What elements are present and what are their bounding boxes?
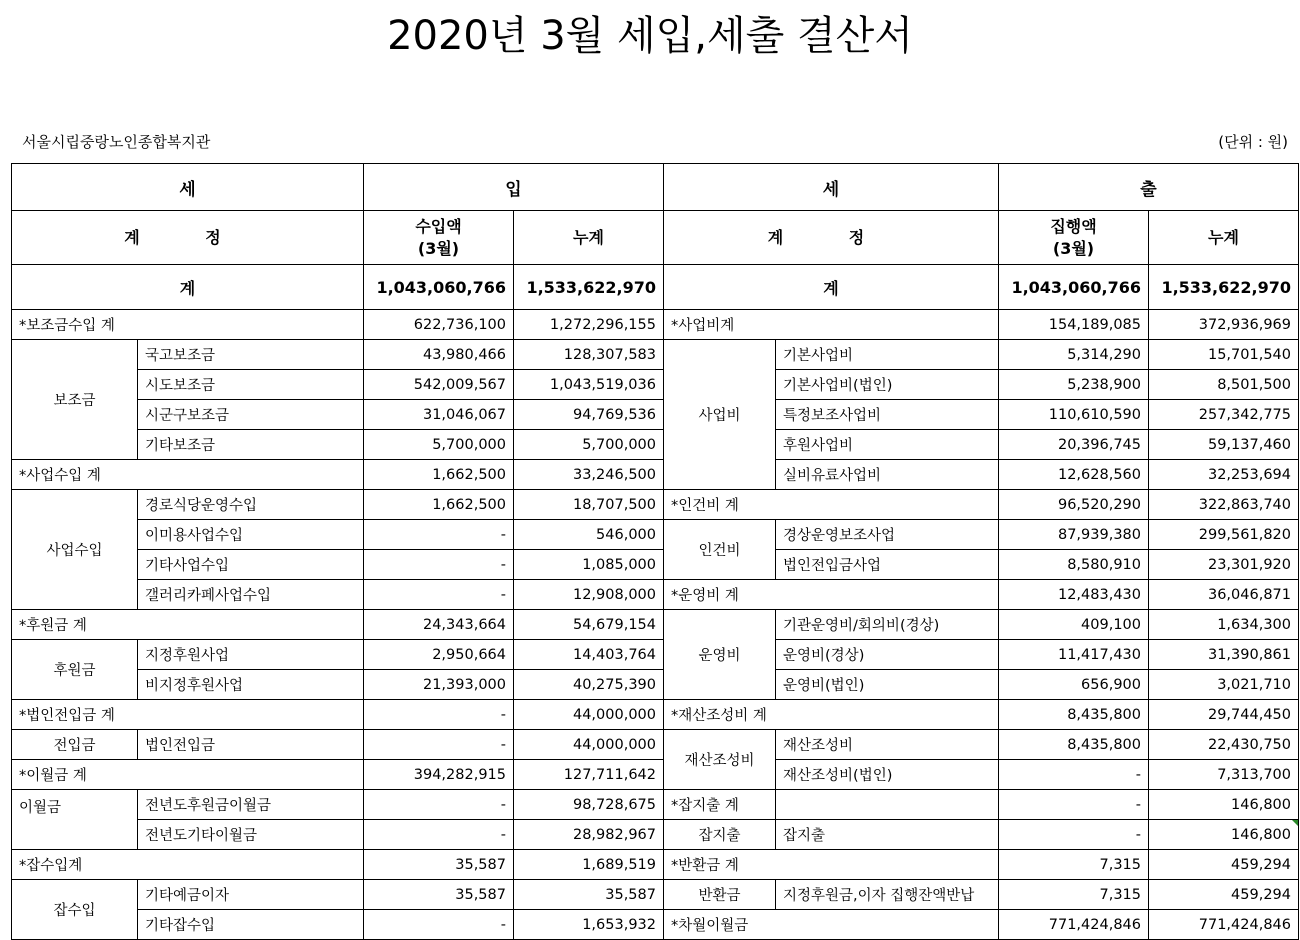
expense-amount: 771,424,846 <box>999 910 1149 940</box>
expense-section-total-label: *잡지출 계 <box>664 790 776 820</box>
expense-cumulative: 32,253,694 <box>1149 460 1299 490</box>
income-amount: 24,343,664 <box>364 610 514 640</box>
expense-cumulative: 459,294 <box>1149 880 1299 910</box>
expense-cumulative: 8,501,500 <box>1149 370 1299 400</box>
income-amount: 35,587 <box>364 880 514 910</box>
expense-cumulative: 3,021,710 <box>1149 670 1299 700</box>
grand-total-expense-cumulative: 1,533,622,970 <box>1149 265 1299 310</box>
expense-amount: - <box>999 760 1149 790</box>
income-item-name: 기타예금이자 <box>138 880 364 910</box>
income-amount: 43,980,466 <box>364 340 514 370</box>
expense-item-name: 기관운영비/회의비(경상) <box>776 610 999 640</box>
expense-item-name <box>776 790 999 820</box>
income-cumulative: 5,700,000 <box>514 430 664 460</box>
income-item-name: 법인전입금 <box>138 730 364 760</box>
income-item-name: 기타보조금 <box>138 430 364 460</box>
income-amount: 35,587 <box>364 850 514 880</box>
expense-amount: 110,610,590 <box>999 400 1149 430</box>
income-item-name: 기타잡수입 <box>138 910 364 940</box>
expense-cumulative: 36,046,871 <box>1149 580 1299 610</box>
income-item-name: 비지정후원사업 <box>138 670 364 700</box>
grand-total-label: 계 <box>664 265 999 310</box>
expense-cumulative: 1,634,300 <box>1149 610 1299 640</box>
table-row <box>12 520 1299 550</box>
income-group-label: 후원금 <box>12 640 138 700</box>
income-group-label: 잡수입 <box>12 880 138 940</box>
expense-section-total-label: *반환금 계 <box>664 850 999 880</box>
page-title: 2020년 3월 세입,세출 결산서 <box>387 13 913 59</box>
expense-section-total-label: *차월이월금 <box>664 910 999 940</box>
income-amount: 394,282,915 <box>364 760 514 790</box>
grand-total-income-cumulative: 1,533,622,970 <box>514 265 664 310</box>
income-cumulative: 44,000,000 <box>514 730 664 760</box>
table-row <box>12 550 1299 580</box>
income-cumulative: 40,275,390 <box>514 670 664 700</box>
header-income-account: 계 정 <box>12 211 364 265</box>
table-row <box>12 400 1299 430</box>
income-amount: 1,662,500 <box>364 490 514 520</box>
table-row <box>12 430 1299 460</box>
expense-cumulative: 257,342,775 <box>1149 400 1299 430</box>
income-amount: 622,736,100 <box>364 310 514 340</box>
settlement-table <box>11 163 1299 940</box>
expense-item-name: 운영비(법인) <box>776 670 999 700</box>
table-row <box>12 460 1299 490</box>
income-amount: - <box>364 910 514 940</box>
expense-group-label: 사업비 <box>664 340 776 490</box>
income-cumulative: 1,689,519 <box>514 850 664 880</box>
income-cumulative: 33,246,500 <box>514 460 664 490</box>
table-row <box>12 670 1299 700</box>
table-row <box>12 610 1299 640</box>
income-cumulative: 94,769,536 <box>514 400 664 430</box>
income-item-name: 갤러리카페사업수입 <box>138 580 364 610</box>
expense-item-name: 재산조성비 <box>776 730 999 760</box>
income-cumulative: 14,403,764 <box>514 640 664 670</box>
expense-item-name: 기본사업비(법인) <box>776 370 999 400</box>
header-row-1 <box>12 164 1299 211</box>
income-amount: - <box>364 820 514 850</box>
income-cumulative: 44,000,000 <box>514 700 664 730</box>
expense-amount: 7,315 <box>999 880 1149 910</box>
table-row <box>12 820 1299 850</box>
income-group-label: 이월금 <box>12 790 138 850</box>
expense-amount: 12,628,560 <box>999 460 1149 490</box>
table-row <box>12 910 1299 940</box>
expense-amount: - <box>999 790 1149 820</box>
table-row <box>12 580 1299 610</box>
expense-cumulative: 771,424,846 <box>1149 910 1299 940</box>
expense-item-name: 지정후원금,이자 집행잔액반납 <box>776 880 999 910</box>
income-section-total-label: *사업수입 계 <box>12 460 364 490</box>
income-amount: 21,393,000 <box>364 670 514 700</box>
expense-item-name: 잡지출 <box>776 820 999 850</box>
income-item-name: 국고보조금 <box>138 340 364 370</box>
table-row <box>12 790 1299 820</box>
expense-cumulative: 23,301,920 <box>1149 550 1299 580</box>
grand-total-label: 계 <box>12 265 364 310</box>
income-amount: - <box>364 550 514 580</box>
income-item-name: 지정후원사업 <box>138 640 364 670</box>
expense-item-name: 운영비(경상) <box>776 640 999 670</box>
expense-item-name: 경상운영보조사업 <box>776 520 999 550</box>
expense-cumulative: 146,800 <box>1149 820 1299 850</box>
expense-amount: 8,435,800 <box>999 730 1149 760</box>
table-row <box>12 340 1299 370</box>
expense-cumulative: 29,744,450 <box>1149 700 1299 730</box>
income-section-total-label: *법인전입금 계 <box>12 700 364 730</box>
income-section-total-label: *보조금수입 계 <box>12 310 364 340</box>
header-expense-cumulative: 누계 <box>1149 211 1299 265</box>
expense-item-name: 후원사업비 <box>776 430 999 460</box>
income-item-name: 기타사업수입 <box>138 550 364 580</box>
expense-cumulative: 146,800 <box>1149 790 1299 820</box>
header-expense-chul: 출 <box>999 164 1299 211</box>
table-row <box>12 880 1299 910</box>
income-amount: - <box>364 520 514 550</box>
expense-amount: 7,315 <box>999 850 1149 880</box>
expense-amount: 87,939,380 <box>999 520 1149 550</box>
income-item-name: 이미용사업수입 <box>138 520 364 550</box>
income-section-total-label: *후원금 계 <box>12 610 364 640</box>
expense-section-total-label: *사업비계 <box>664 310 999 340</box>
expense-cumulative: 7,313,700 <box>1149 760 1299 790</box>
expense-amount: 154,189,085 <box>999 310 1149 340</box>
table-row <box>12 700 1299 730</box>
table-row <box>12 730 1299 760</box>
income-amount: - <box>364 730 514 760</box>
expense-amount: 8,435,800 <box>999 700 1149 730</box>
expense-item-name: 실비유료사업비 <box>776 460 999 490</box>
header-income-ip: 입 <box>364 164 664 211</box>
expense-group-label: 운영비 <box>664 610 776 700</box>
income-amount: - <box>364 580 514 610</box>
table-row <box>12 370 1299 400</box>
header-row-2 <box>12 211 1299 265</box>
income-item-name: 시도보조금 <box>138 370 364 400</box>
expense-group-label: 인건비 <box>664 520 776 580</box>
expense-cumulative: 372,936,969 <box>1149 310 1299 340</box>
income-group-label: 보조금 <box>12 340 138 460</box>
income-section-total-label: *잡수입계 <box>12 850 364 880</box>
expense-amount: 11,417,430 <box>999 640 1149 670</box>
income-section-total-label: *이월금 계 <box>12 760 364 790</box>
expense-amount: - <box>999 820 1149 850</box>
expense-section-total-label: *인건비 계 <box>664 490 999 520</box>
expense-cumulative: 31,390,861 <box>1149 640 1299 670</box>
expense-amount: 656,900 <box>999 670 1149 700</box>
income-amount: - <box>364 790 514 820</box>
income-amount: 31,046,067 <box>364 400 514 430</box>
expense-cumulative: 322,863,740 <box>1149 490 1299 520</box>
expense-amount: 5,314,290 <box>999 340 1149 370</box>
income-group-label: 전입금 <box>12 730 138 760</box>
income-cumulative: 127,711,642 <box>514 760 664 790</box>
table-row <box>12 640 1299 670</box>
expense-item-name: 재산조성비(법인) <box>776 760 999 790</box>
income-cumulative: 54,679,154 <box>514 610 664 640</box>
expense-group-label: 반환금 <box>664 880 776 910</box>
expense-item-name: 법인전입금사업 <box>776 550 999 580</box>
income-cumulative: 28,982,967 <box>514 820 664 850</box>
income-amount: 542,009,567 <box>364 370 514 400</box>
income-cumulative: 1,272,296,155 <box>514 310 664 340</box>
income-cumulative: 1,653,932 <box>514 910 664 940</box>
expense-amount: 5,238,900 <box>999 370 1149 400</box>
income-cumulative: 128,307,583 <box>514 340 664 370</box>
grand-total-row <box>12 265 1299 310</box>
income-amount: 1,662,500 <box>364 460 514 490</box>
expense-item-name: 기본사업비 <box>776 340 999 370</box>
expense-amount: 96,520,290 <box>999 490 1149 520</box>
income-amount: 5,700,000 <box>364 430 514 460</box>
expense-amount: 409,100 <box>999 610 1149 640</box>
income-group-label: 사업수입 <box>12 490 138 610</box>
income-item-name: 전년도기타이월금 <box>138 820 364 850</box>
expense-cumulative: 15,701,540 <box>1149 340 1299 370</box>
table-row <box>12 850 1299 880</box>
expense-section-total-label: *운영비 계 <box>664 580 999 610</box>
unit-label: (단위 : 원) <box>1218 133 1288 151</box>
income-cumulative: 98,728,675 <box>514 790 664 820</box>
income-cumulative: 35,587 <box>514 880 664 910</box>
header-expense-account: 계 정 <box>664 211 999 265</box>
expense-cumulative: 299,561,820 <box>1149 520 1299 550</box>
income-cumulative: 18,707,500 <box>514 490 664 520</box>
header-income-se: 세 <box>12 164 364 211</box>
income-item-name: 경로식당운영수입 <box>138 490 364 520</box>
income-item-name: 전년도후원금이월금 <box>138 790 364 820</box>
income-cumulative: 1,043,519,036 <box>514 370 664 400</box>
organization-name: 서울시립중랑노인종합복지관 <box>22 133 211 151</box>
header-income-amount: 수입액 (3월) <box>364 211 514 265</box>
table-row <box>12 310 1299 340</box>
income-cumulative: 12,908,000 <box>514 580 664 610</box>
expense-amount: 12,483,430 <box>999 580 1149 610</box>
grand-total-income-amount: 1,043,060,766 <box>364 265 514 310</box>
income-cumulative: 546,000 <box>514 520 664 550</box>
expense-cumulative: 59,137,460 <box>1149 430 1299 460</box>
table-row <box>12 760 1299 790</box>
expense-amount: 8,580,910 <box>999 550 1149 580</box>
header-expense-se: 세 <box>664 164 999 211</box>
grand-total-expense-amount: 1,043,060,766 <box>999 265 1149 310</box>
income-item-name: 시군구보조금 <box>138 400 364 430</box>
expense-group-label: 잡지출 <box>664 820 776 850</box>
expense-cumulative: 459,294 <box>1149 850 1299 880</box>
table-row <box>12 490 1299 520</box>
expense-cumulative: 22,430,750 <box>1149 730 1299 760</box>
income-amount: 2,950,664 <box>364 640 514 670</box>
income-amount: - <box>364 700 514 730</box>
expense-amount: 20,396,745 <box>999 430 1149 460</box>
income-cumulative: 1,085,000 <box>514 550 664 580</box>
expense-group-label: 재산조성비 <box>664 730 776 790</box>
header-income-cumulative: 누계 <box>514 211 664 265</box>
header-expense-amount: 집행액 (3월) <box>999 211 1149 265</box>
expense-item-name: 특정보조사업비 <box>776 400 999 430</box>
expense-section-total-label: *재산조성비 계 <box>664 700 999 730</box>
